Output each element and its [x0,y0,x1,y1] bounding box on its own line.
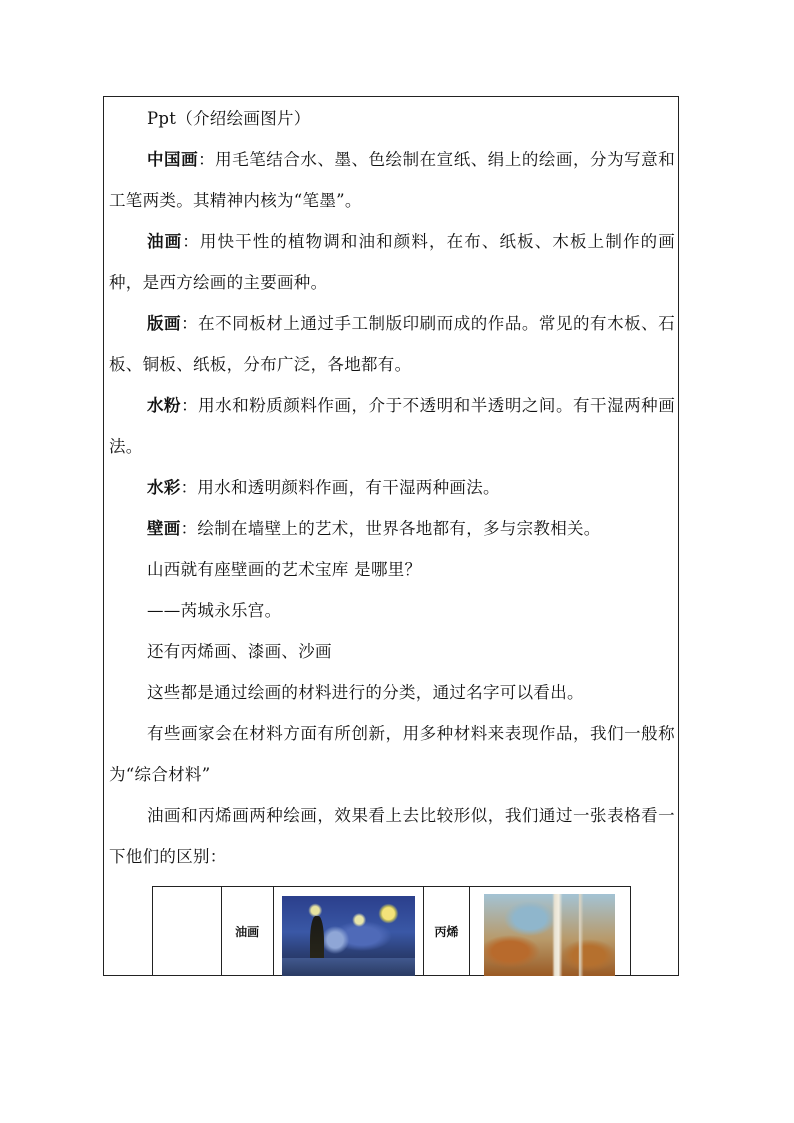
paragraph-watercolor: 水彩：用水和透明颜料作画，有干湿两种画法。 [147,478,500,497]
term-mural: 壁画 [147,519,181,538]
table-cell-empty [153,887,222,977]
term-oil-painting: 油画 [147,232,183,251]
document-body [109,98,675,877]
term-watercolor: 水彩 [147,478,181,497]
paragraph-classification: 这些都是通过绘画的材料进行的分类，通过名字可以看出。 [147,683,584,702]
comparison-table [152,886,631,976]
table-cell-acrylic-image [469,887,630,977]
paragraph-question: 山西就有座壁画的艺术宝库 是哪里？ [147,560,422,579]
paragraph-comparison-intro: 油画和丙烯画两种绘画，效果看上去比较形似，我们通过一张表格看一下他们的区别： [109,806,675,866]
acrylic-painting-image [484,894,615,976]
paragraph-other-types: 还有丙烯画、漆画、沙画 [147,642,332,661]
label-oil-painting: 油画 [221,887,273,977]
paragraph-printmaking: 版画：在不同板材上通过手工制版印刷而成的作品。常见的有木板、石板、铜板、纸板，分布广泛，各地都有。 [109,314,676,374]
paragraph-answer: ——芮城永乐宫。 [147,601,282,620]
paragraph-mixed-media: 有些画家会在材料方面有所创新，用多种材料来表现作品，我们一般称为“综合材料” [109,724,675,784]
table-row [153,887,631,977]
paragraph-gouache: 水粉：用水和粉质颜料作画，介于不透明和半透明之间。有干湿两种画法。 [109,396,676,456]
paragraph-mural: 壁画：绘制在墙壁上的艺术，世界各地都有，多与宗教相关。 [147,519,601,538]
term-chinese-painting: 中国画 [147,150,199,169]
paragraph-chinese-painting: 中国画：用毛笔结合水、墨、色绘制在宣纸、绢上的绘画，分为写意和工笔两类。其精神内核为“笔墨”。 [109,150,675,210]
label-acrylic-painting: 丙烯 [423,887,469,977]
paragraph-oil-painting: 油画：用快干性的植物调和油和颜料，在布、纸板、木板上制作的画种，是西方绘画的主要画种。 [109,232,675,292]
oil-painting-image [282,896,415,976]
term-printmaking: 版画 [147,314,182,333]
paragraph-intro: Ppt（介绍绘画图片） [147,109,311,128]
term-gouache: 水粉 [147,396,182,415]
table-cell-oil-image [273,887,423,977]
